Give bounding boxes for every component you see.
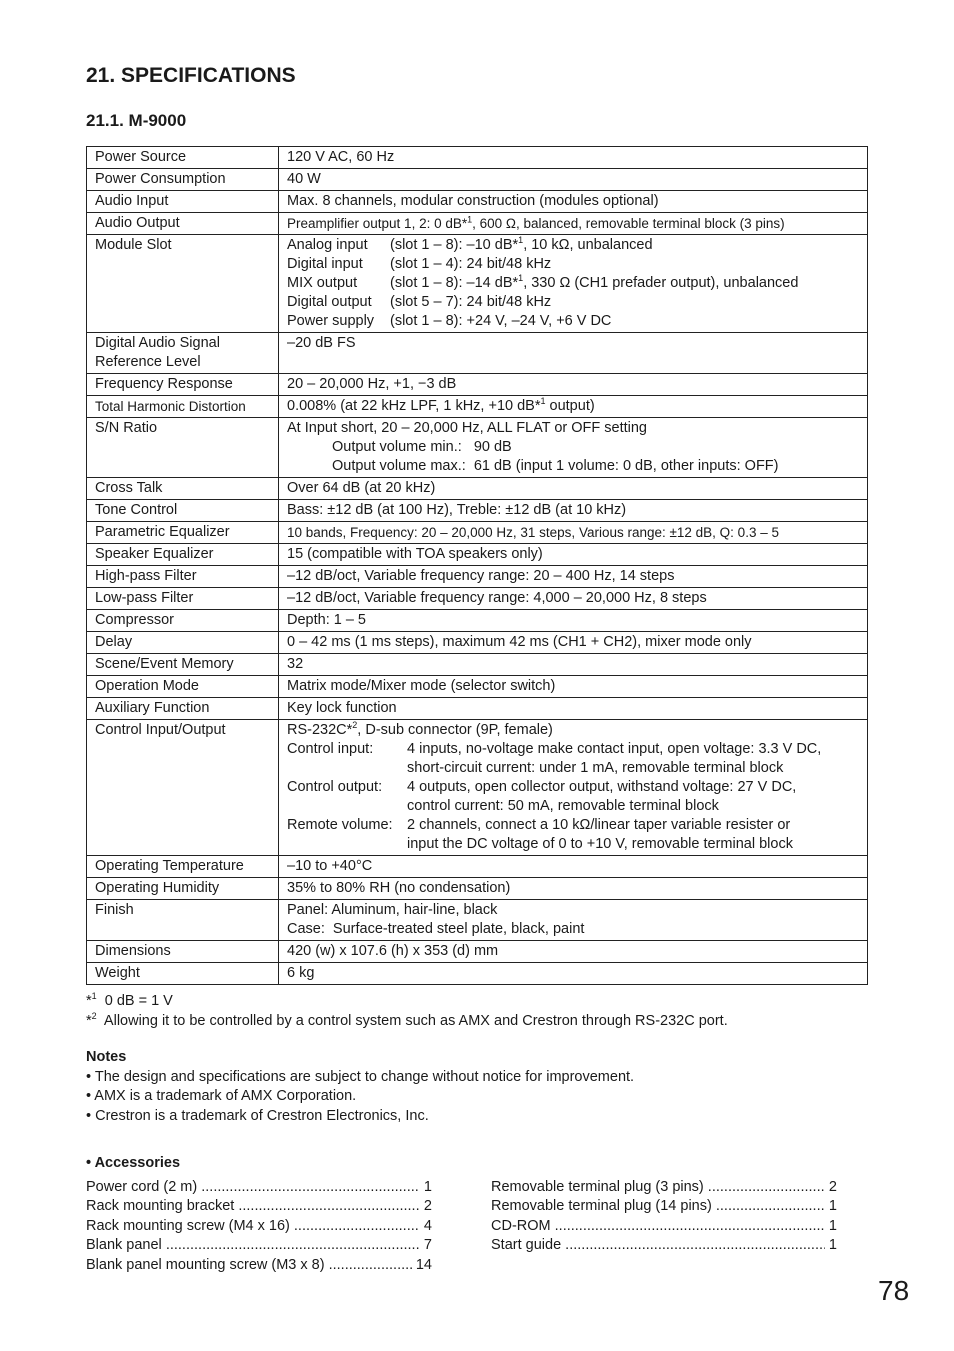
- spec-label: Digital Audio Signal Reference Level: [87, 333, 279, 374]
- module-slot-line: Analog input (slot 1 – 8): –10 dB*$^1$, 10 kΩ, unbalanced: [287, 235, 653, 253]
- spec-value: Over 64 dB (at 20 kHz): [279, 478, 868, 500]
- spec-value: –12 dB/oct, Variable frequency range: 20 – 400 Hz, 14 steps: [279, 566, 868, 588]
- page-number: 78: [878, 1275, 910, 1306]
- table-row: [87, 522, 868, 544]
- footnote: *$^1$ 0 dB = 1 V: [86, 991, 173, 1009]
- spec-value: 120 V AC, 60 Hz: [279, 147, 868, 169]
- table-row: [87, 235, 868, 333]
- table-row: [87, 856, 868, 878]
- spec-value: –10 to +40°C: [279, 856, 868, 878]
- spec-label: Frequency Response: [87, 374, 279, 396]
- accessory-item: Rack mounting bracket ..... 2: [86, 1197, 432, 1217]
- module-slot-line: MIX output (slot 1 – 8): –14 dB*$^1$, 330 Ω (CH1 prefader output), unbalanced: [287, 273, 799, 291]
- table-row: [87, 374, 868, 396]
- module-slot-line: Digital output (slot 5 – 7): 24 bit/48 kHz: [287, 294, 552, 310]
- table-row: [87, 676, 868, 698]
- spec-label: Finish: [87, 900, 279, 941]
- spec-value: –12 dB/oct, Variable frequency range: 4,000 – 20,000 Hz, 8 steps: [279, 588, 868, 610]
- spec-label: Speaker Equalizer: [87, 544, 279, 566]
- spec-label: Operating Humidity: [87, 878, 279, 900]
- accessories-section: [86, 1154, 846, 1275]
- spec-value: At Input short, 20 – 20,000 Hz, ALL FLAT or OFF setting Output volume min.: 90 dB Output volume max.: 61 dB (input 1 volume: 0 dB, other inputs: OFF): [279, 418, 868, 478]
- accessory-item: Rack mounting screw (M4 x 16) ..... 4: [86, 1217, 432, 1237]
- spec-label: Operating Temperature: [87, 856, 279, 878]
- accessory-item: Removable terminal plug (3 pins) ..... 2: [491, 1178, 837, 1198]
- spec-value: 0.008% (at 22 kHz LPF, 1 kHz, +10 dB*$^1$ output): [279, 396, 868, 418]
- spec-value: 35% to 80% RH (no condensation): [279, 878, 868, 900]
- table-row: [87, 418, 868, 478]
- table-row: [87, 963, 868, 985]
- table-row: [87, 213, 868, 235]
- accessories-left-column: [86, 1178, 432, 1276]
- footnote: *$^2$ Allowing it to be controlled by a control system such as AMX and Crestron through RS-232C port.: [86, 1011, 728, 1029]
- footnotes: [86, 991, 728, 1031]
- table-row: [87, 544, 868, 566]
- table-row: [87, 941, 868, 963]
- accessories-right-column: [491, 1178, 837, 1276]
- spec-label: Delay: [87, 632, 279, 654]
- spec-label: Tone Control: [87, 500, 279, 522]
- spec-value: 20 – 20,000 Hz, +1, −3 dB: [279, 374, 868, 396]
- accessory-item: Removable terminal plug (14 pins) ..... 1: [491, 1197, 837, 1217]
- spec-label: Operation Mode: [87, 676, 279, 698]
- spec-value: 0 – 42 ms (1 ms steps), maximum 42 ms (CH1 + CH2), mixer mode only: [279, 632, 868, 654]
- spec-value: 6 kg: [279, 963, 868, 985]
- spec-value: Max. 8 channels, modular construction (modules optional): [279, 191, 868, 213]
- table-row: [87, 396, 868, 418]
- spec-label: Scene/Event Memory: [87, 654, 279, 676]
- spec-value: 32: [279, 654, 868, 676]
- table-row: [87, 478, 868, 500]
- table-row: [87, 654, 868, 676]
- table-row: [87, 610, 868, 632]
- table-row: [87, 900, 868, 941]
- spec-label: Audio Output: [87, 213, 279, 235]
- spec-label: Weight: [87, 963, 279, 985]
- module-slot-line: Power supply (slot 1 – 8): +24 V, –24 V, +6 V DC: [287, 313, 612, 329]
- section-title: 21.1. M-9000: [86, 111, 187, 130]
- spec-label: Audio Input: [87, 191, 279, 213]
- spec-value: Key lock function: [279, 698, 868, 720]
- spec-label: Cross Talk: [87, 478, 279, 500]
- module-slot-line: Digital input (slot 1 – 4): 24 bit/48 kHz: [287, 256, 552, 272]
- accessory-item: Blank panel mounting screw (M3 x 8) ..... 14: [86, 1256, 432, 1276]
- accessories-title: • Accessories: [86, 1155, 181, 1171]
- table-row: [87, 147, 868, 169]
- spec-value: –20 dB FS: [279, 333, 868, 374]
- spec-value: Bass: ±12 dB (at 100 Hz), Treble: ±12 dB (at 10 kHz): [279, 500, 868, 522]
- spec-label: Module Slot: [87, 235, 279, 333]
- spec-value: Depth: 1 – 5: [279, 610, 868, 632]
- spec-label: Parametric Equalizer: [87, 522, 279, 544]
- notes-section: [86, 1048, 634, 1126]
- spec-label: Auxiliary Function: [87, 698, 279, 720]
- spec-value: 40 W: [279, 169, 868, 191]
- spec-value: Panel: Aluminum, hair-line, black Case: Surface-treated steel plate, black, paint: [279, 900, 868, 941]
- table-row: [87, 566, 868, 588]
- spec-table: [86, 146, 868, 985]
- page-title: 21. SPECIFICATIONS: [86, 64, 296, 87]
- spec-label: Low-pass Filter: [87, 588, 279, 610]
- accessory-item: Blank panel ..... 7: [86, 1236, 432, 1256]
- spec-value: Matrix mode/Mixer mode (selector switch): [279, 676, 868, 698]
- spec-label: Compressor: [87, 610, 279, 632]
- spec-label: Total Harmonic Distortion: [87, 396, 279, 418]
- table-row: [87, 191, 868, 213]
- accessory-item: Power cord (2 m) ..... 1: [86, 1178, 432, 1198]
- accessory-item: CD-ROM ..... 1: [491, 1217, 837, 1237]
- table-row: [87, 698, 868, 720]
- spec-label: Dimensions: [87, 941, 279, 963]
- notes-title: Notes: [86, 1049, 127, 1065]
- spec-label: Control Input/Output: [87, 720, 279, 856]
- spec-value: 420 (w) x 107.6 (h) x 353 (d) mm: [279, 941, 868, 963]
- table-row: [87, 169, 868, 191]
- spec-label: High-pass Filter: [87, 566, 279, 588]
- table-row: [87, 632, 868, 654]
- spec-label: Power Consumption: [87, 169, 279, 191]
- spec-value: [279, 235, 868, 333]
- table-row: [87, 333, 868, 374]
- note-item: • Crestron is a trademark of Crestron Electronics, Inc.: [86, 1107, 429, 1124]
- table-row: [87, 588, 868, 610]
- spec-value: 10 bands, Frequency: 20 – 20,000 Hz, 31 steps, Various range: ±12 dB, Q: 0.3 – 5: [279, 522, 868, 544]
- table-row: [87, 878, 868, 900]
- table-row: [87, 500, 868, 522]
- spec-value: 15 (compatible with TOA speakers only): [279, 544, 868, 566]
- spec-label: Power Source: [87, 147, 279, 169]
- spec-value: RS-232C*$^2$, D-sub connector (9P, female) Control input: 4 inputs, no-voltage make contact input, open voltage: 3.3 V DC, short-circuit current: under 1 mA, removable terminal block Control output: 4 outputs, open collector output, withstand voltage: 27 V DC, control current: 50 mA, removable terminal block Remote volume: 2 channels, connect a 10 kΩ/linear taper variable resister or input the DC voltage of 0 to +10 V, removable terminal block: [279, 720, 868, 856]
- spec-value: Preamplifier output 1, 2: 0 dB*$^1$, 600 Ω, balanced, removable terminal block (3 pins): [279, 213, 868, 235]
- spec-label: S/N Ratio: [87, 418, 279, 478]
- table-row: [87, 720, 868, 856]
- accessory-item: Start guide ..... 1: [491, 1236, 837, 1256]
- note-item: • AMX is a trademark of AMX Corporation.: [86, 1088, 357, 1104]
- note-item: • The design and specifications are subject to change without notice for improvement.: [86, 1068, 635, 1085]
